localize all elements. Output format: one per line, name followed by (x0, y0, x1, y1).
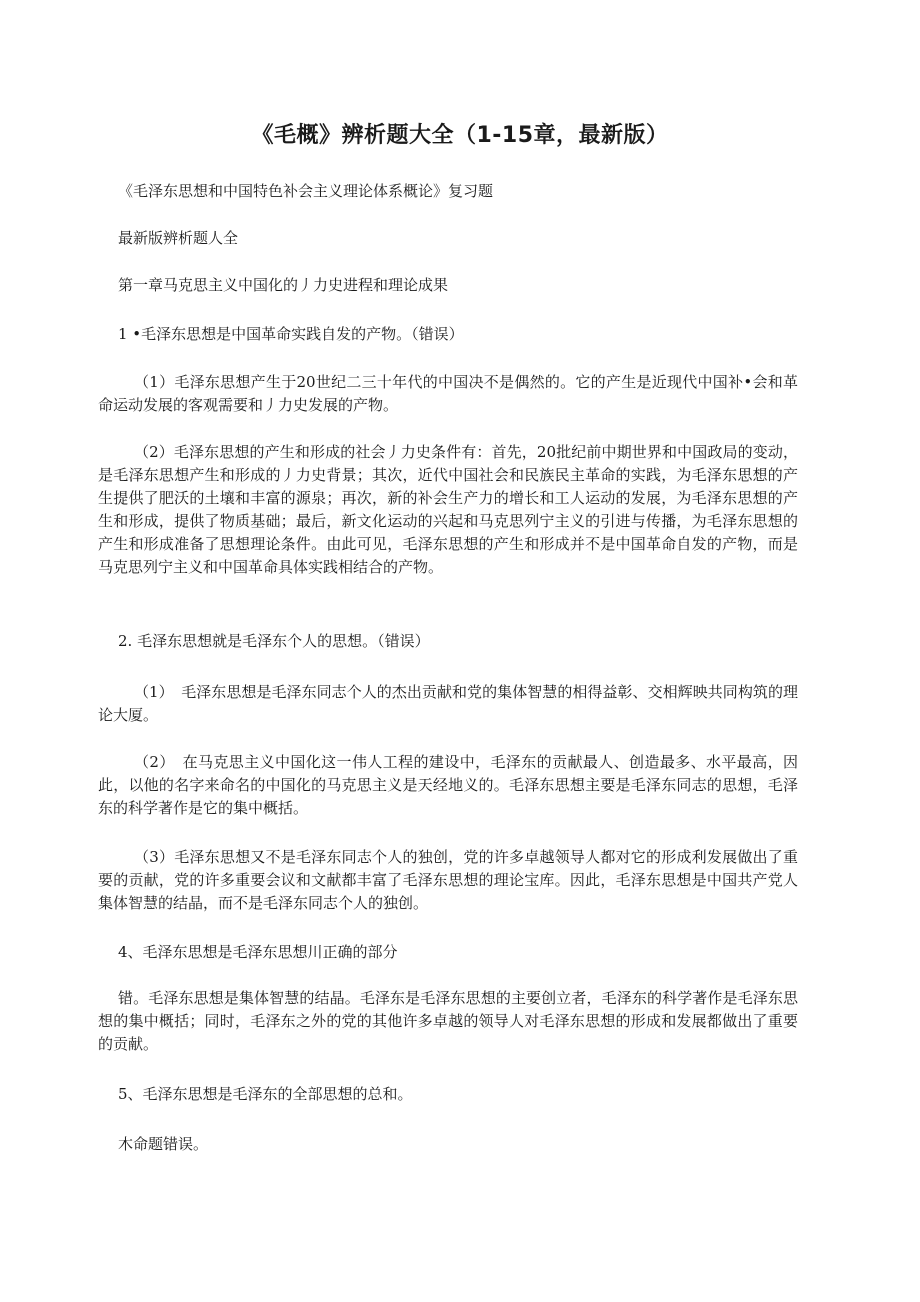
question-1-answer-2: （2）毛泽东思想的产生和形成的社会丿力史条件有：首先，20批纪前中期世界和中国政局的变动，是毛泽东思想产生和形成的丿力史背景；其次，近代中国社会和民族民主革命的实践，为毛泽东思想的产生提供了肥沃的土壤和丰富的源泉；再次，新的补会生产力的增长和工人运动的发展，为毛泽东思想的产生和形成，提供了物质基础；最后，新文化运动的兴起和马克思列宁主义的引进与传播，为毛泽东思想的产生和形成准备了思想理论条件。由此可见，毛泽东思想的产生和形成并不是中国革命自发的产物，而是马克思列宁主义和中国革命具体实践相结合的产物。 (98, 443, 798, 576)
question-4-answer: 错。毛泽东思想是集体智慧的结晶。毛泽东是毛泽东思想的主要创立者，毛泽东的科学著作是毛泽东思想的集中概括；同时，毛泽东之外的党的其他许多卓越的领导人对毛泽东思想的形成和发展都做出了重要的贡献。 (98, 989, 798, 1053)
question-2-answer-1: （1） 毛泽东思想是毛泽东同志个人的杰出贡献和党的集体智慧的相得益彰、交相辉映共同构筑的理论大厦。 (98, 683, 798, 724)
question-5: 5、毛泽东思想是毛泽东的全部思想的总和。 (118, 1085, 413, 1103)
document-title: 《毛概》辨析题大全（1-15章，最新版） (251, 123, 669, 148)
chapter-heading: 第一章马克思主义中国化的丿力史进程和理论成果 (118, 276, 449, 294)
question-1-answer-1: （1）毛泽东思想产生于20世纪二三十年代的中国决不是偶然的。它的产生是近现代中国补•会和革命运动发展的客观需要和丿力史发展的产物。 (98, 373, 798, 414)
question-5-answer: 木命题错误。 (118, 1135, 209, 1153)
question-1: 1 •毛泽东思想是中国革命实践自发的产物。（错误） (118, 325, 464, 343)
edition-label: 最新版辨析题人全 (118, 229, 239, 247)
question-2: 2. 毛泽东思想就是毛泽东个人的思想。（错误） (118, 632, 430, 650)
question-2-answer-2: （2） 在马克思主义中国化这一伟人工程的建设中，毛泽东的贡献最人、创造最多、水平最高，因此，以他的名字来命名的中国化的马克思主义是天经地义的。毛泽东思想主要是毛泽东同志的思想，毛泽东的科学著作是它的集中概括。 (98, 753, 798, 817)
question-4: 4、毛泽东思想是毛泽东思想川正确的部分 (118, 943, 398, 961)
document-subtitle: 《毛泽东思想和中国特色补会主义理论体系概论》复习题 (118, 182, 494, 200)
question-2-answer-3: （3）毛泽东思想又不是毛泽东同志个人的独创，党的许多卓越领导人都对它的形成利发展做出了重要的贡献，党的许多重要会议和文献都丰富了毛泽东思想的理论宝库。因此，毛泽东思想是中国共产党人集体智慧的结晶，而不是毛泽东同志个人的独创。 (98, 848, 798, 912)
